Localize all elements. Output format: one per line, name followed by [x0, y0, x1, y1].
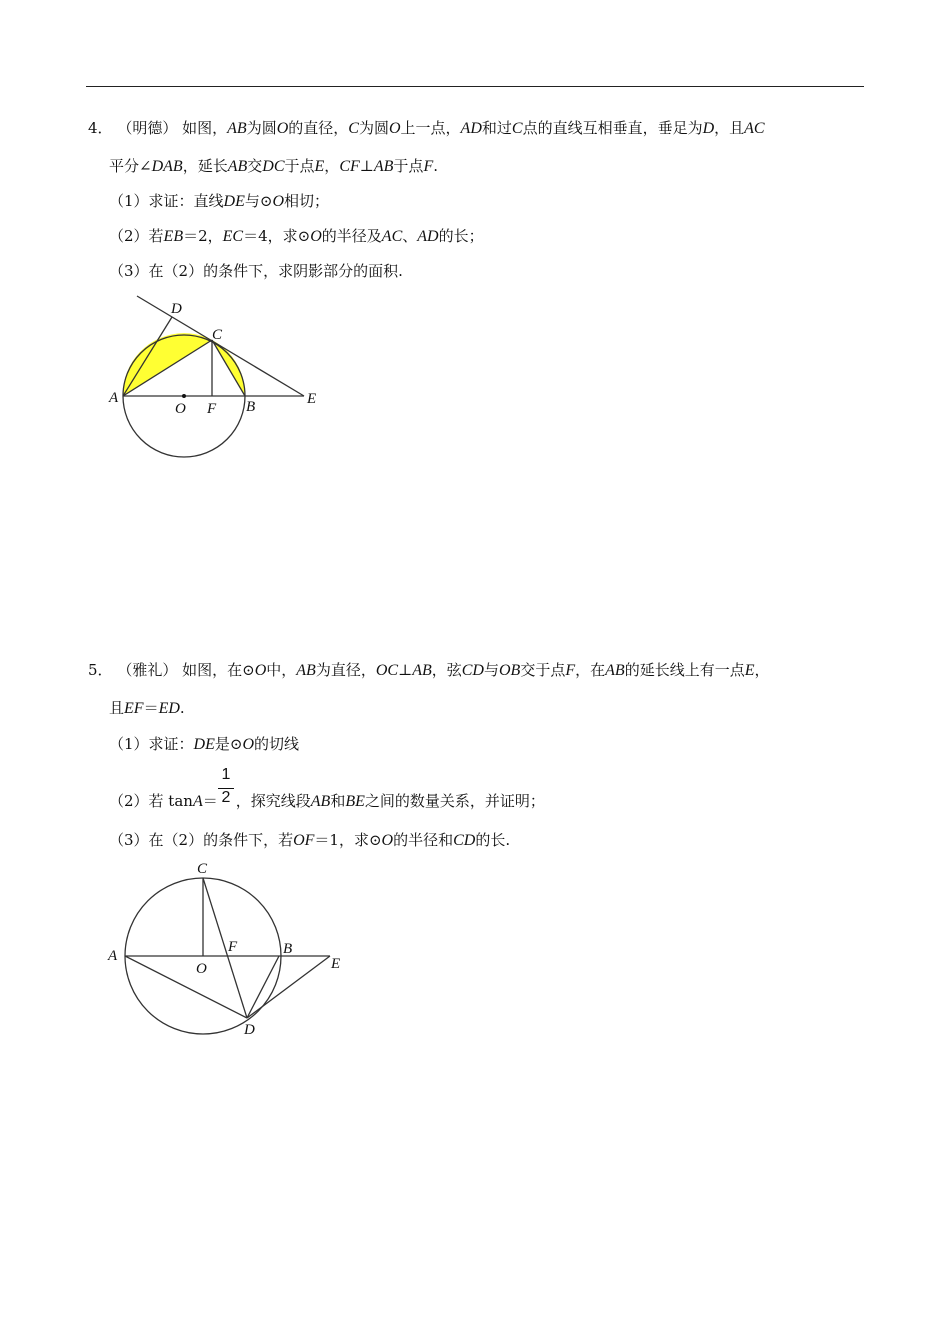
math-symbol: OC	[375, 662, 399, 679]
math-symbol: DE	[223, 193, 245, 210]
text-run: ⊥	[398, 661, 413, 679]
q5-fraction-numerator: 1	[221, 766, 231, 783]
math-symbol: AC	[381, 228, 403, 245]
text-run: ，在	[575, 661, 606, 679]
math-symbol: AD	[417, 228, 439, 245]
math-symbol: EC	[222, 228, 244, 245]
text-run: （1）求证：直线	[109, 192, 224, 210]
math-symbol: O	[272, 193, 285, 210]
text-run: ＝	[143, 699, 159, 717]
q5-line-1	[88, 660, 770, 681]
text-run: 中，	[266, 661, 297, 679]
q4-figure	[100, 290, 340, 465]
math-symbol: AB	[310, 793, 331, 810]
math-symbol: D	[702, 120, 715, 137]
q4-label-D: D	[171, 301, 182, 317]
text-run: .	[433, 157, 438, 175]
math-symbol: F	[565, 662, 576, 679]
text-run: ，	[324, 157, 340, 175]
text-run: 是⊙	[214, 735, 243, 753]
text-run: ，延长	[182, 157, 228, 175]
text-run: ，	[754, 661, 770, 679]
math-symbol: CF	[339, 158, 360, 175]
text-run: ＝	[202, 792, 218, 810]
text-run: ＝2，	[183, 227, 223, 245]
math-symbol: EF	[124, 700, 144, 717]
text-run: （2）若	[109, 227, 164, 245]
q5-line-2	[109, 698, 185, 719]
math-symbol: CD	[461, 662, 484, 679]
q5-label-F: F	[228, 939, 238, 955]
math-symbol: F	[423, 158, 434, 175]
q5-part-3	[109, 830, 510, 851]
q5-label-D: D	[244, 1022, 255, 1038]
math-symbol: E	[314, 158, 325, 175]
math-symbol: BE	[345, 793, 365, 810]
q4-number: 4．	[88, 119, 113, 137]
text-run: 且	[109, 699, 125, 717]
math-symbol: EB	[163, 228, 184, 245]
text-run: 的直径，	[288, 119, 349, 137]
math-symbol: ED	[158, 700, 180, 717]
q4-part-1	[109, 191, 329, 212]
q4-shaded-region-left	[123, 333, 212, 396]
math-symbol: O	[242, 736, 255, 753]
math-symbol: AB	[373, 158, 394, 175]
text-run: 的半径及	[321, 227, 382, 245]
q5-chord-CD	[203, 878, 247, 1018]
text-run: 为圆	[358, 119, 389, 137]
text-run: .	[179, 699, 185, 717]
text-run: 如图，在⊙	[182, 661, 255, 679]
q5-segment-DE	[247, 956, 330, 1018]
q4-part-2	[109, 226, 484, 247]
text-run: （2）若 tan	[109, 792, 193, 810]
q5-figure	[100, 856, 360, 1046]
text-run: （3）在（2）的条件下，若	[109, 831, 294, 849]
text-run: 与⊙	[244, 192, 273, 210]
text-run: 点的直线互相垂直，垂足为	[522, 119, 703, 137]
text-run: 平分∠	[109, 157, 152, 175]
math-symbol: DC	[262, 158, 285, 175]
text-run: 的切线	[254, 735, 300, 753]
math-symbol: AB	[296, 662, 316, 679]
q4-line-2	[109, 156, 438, 177]
text-run: 如图，	[182, 119, 228, 137]
math-symbol: O	[381, 832, 394, 849]
text-run: 上一点，	[400, 119, 461, 137]
q4-source: （明德）	[117, 119, 178, 137]
text-run: 的长.	[475, 831, 511, 849]
math-symbol: DAB	[151, 158, 183, 175]
text-run: （1）求证：	[109, 735, 194, 753]
q5-label-E: E	[331, 956, 341, 972]
text-run: ⊥	[359, 157, 374, 175]
math-symbol: OF	[293, 832, 315, 849]
text-run: ，且	[714, 119, 745, 137]
math-symbol: E	[744, 662, 755, 679]
q5-label-C: C	[197, 861, 208, 877]
q5-source: （雅礼）	[117, 661, 178, 679]
q4-segment-CB	[212, 340, 245, 396]
math-symbol: DE	[193, 736, 215, 753]
q4-part-3: （3）在（2）的条件下，求阴影部分的面积.	[109, 262, 403, 280]
math-symbol: C	[348, 120, 359, 137]
q4-label-O: O	[175, 401, 186, 417]
text-run: 于点	[284, 157, 315, 175]
q5-part-1	[109, 734, 299, 755]
math-symbol: O	[310, 228, 322, 245]
q4-label-B: B	[246, 399, 256, 415]
text-run: 为圆	[246, 119, 277, 137]
text-run: 交于点	[520, 661, 566, 679]
text-run: ，弦	[431, 661, 462, 679]
q5-label-O: O	[196, 961, 207, 977]
q5-segment-AD	[125, 956, 247, 1018]
math-symbol: OB	[499, 662, 521, 679]
text-run: 相切；	[284, 192, 330, 210]
q4-label-E: E	[307, 391, 317, 407]
q4-center-dot	[182, 394, 186, 398]
q5-number: 5．	[88, 661, 113, 679]
text-run: ＝4，求⊙	[243, 227, 311, 245]
text-run: ＝1，求⊙	[314, 831, 382, 849]
text-run: ，探究线段	[235, 792, 311, 810]
text-run: 的长；	[438, 227, 484, 245]
header-rule	[86, 86, 864, 87]
text-run: 之间的数量关系，并证明；	[364, 792, 545, 810]
q5-fraction-denominator: 2	[221, 789, 231, 806]
text-run: 、	[402, 227, 418, 245]
text-run: 于点	[393, 157, 424, 175]
math-symbol: A	[192, 793, 203, 810]
q5-label-B: B	[283, 941, 293, 957]
q4-label-F: F	[207, 401, 217, 417]
math-symbol: O	[254, 662, 267, 679]
text-run: 交	[247, 157, 263, 175]
math-symbol: AB	[227, 158, 248, 175]
text-run: 和	[330, 792, 346, 810]
text-run: 与	[483, 661, 499, 679]
math-symbol: O	[388, 120, 401, 137]
text-run: 为直径，	[315, 661, 376, 679]
text-run: 的延长线上有一点	[624, 661, 745, 679]
math-symbol: AB	[605, 662, 625, 679]
math-symbol: CD	[453, 832, 476, 849]
q4-label-C: C	[212, 327, 223, 343]
q4-line-1	[88, 118, 765, 139]
math-symbol: AB	[227, 120, 247, 137]
q4-label-A: A	[109, 390, 119, 406]
math-symbol: AD	[460, 120, 482, 137]
text-run: 的半径和	[393, 831, 454, 849]
q5-label-A: A	[108, 948, 118, 964]
q5-part-2	[109, 791, 545, 812]
text-run: 和过	[481, 119, 512, 137]
math-symbol: C	[511, 120, 523, 137]
math-symbol: AC	[744, 120, 765, 137]
math-symbol: O	[276, 120, 289, 137]
math-symbol: AB	[412, 662, 432, 679]
